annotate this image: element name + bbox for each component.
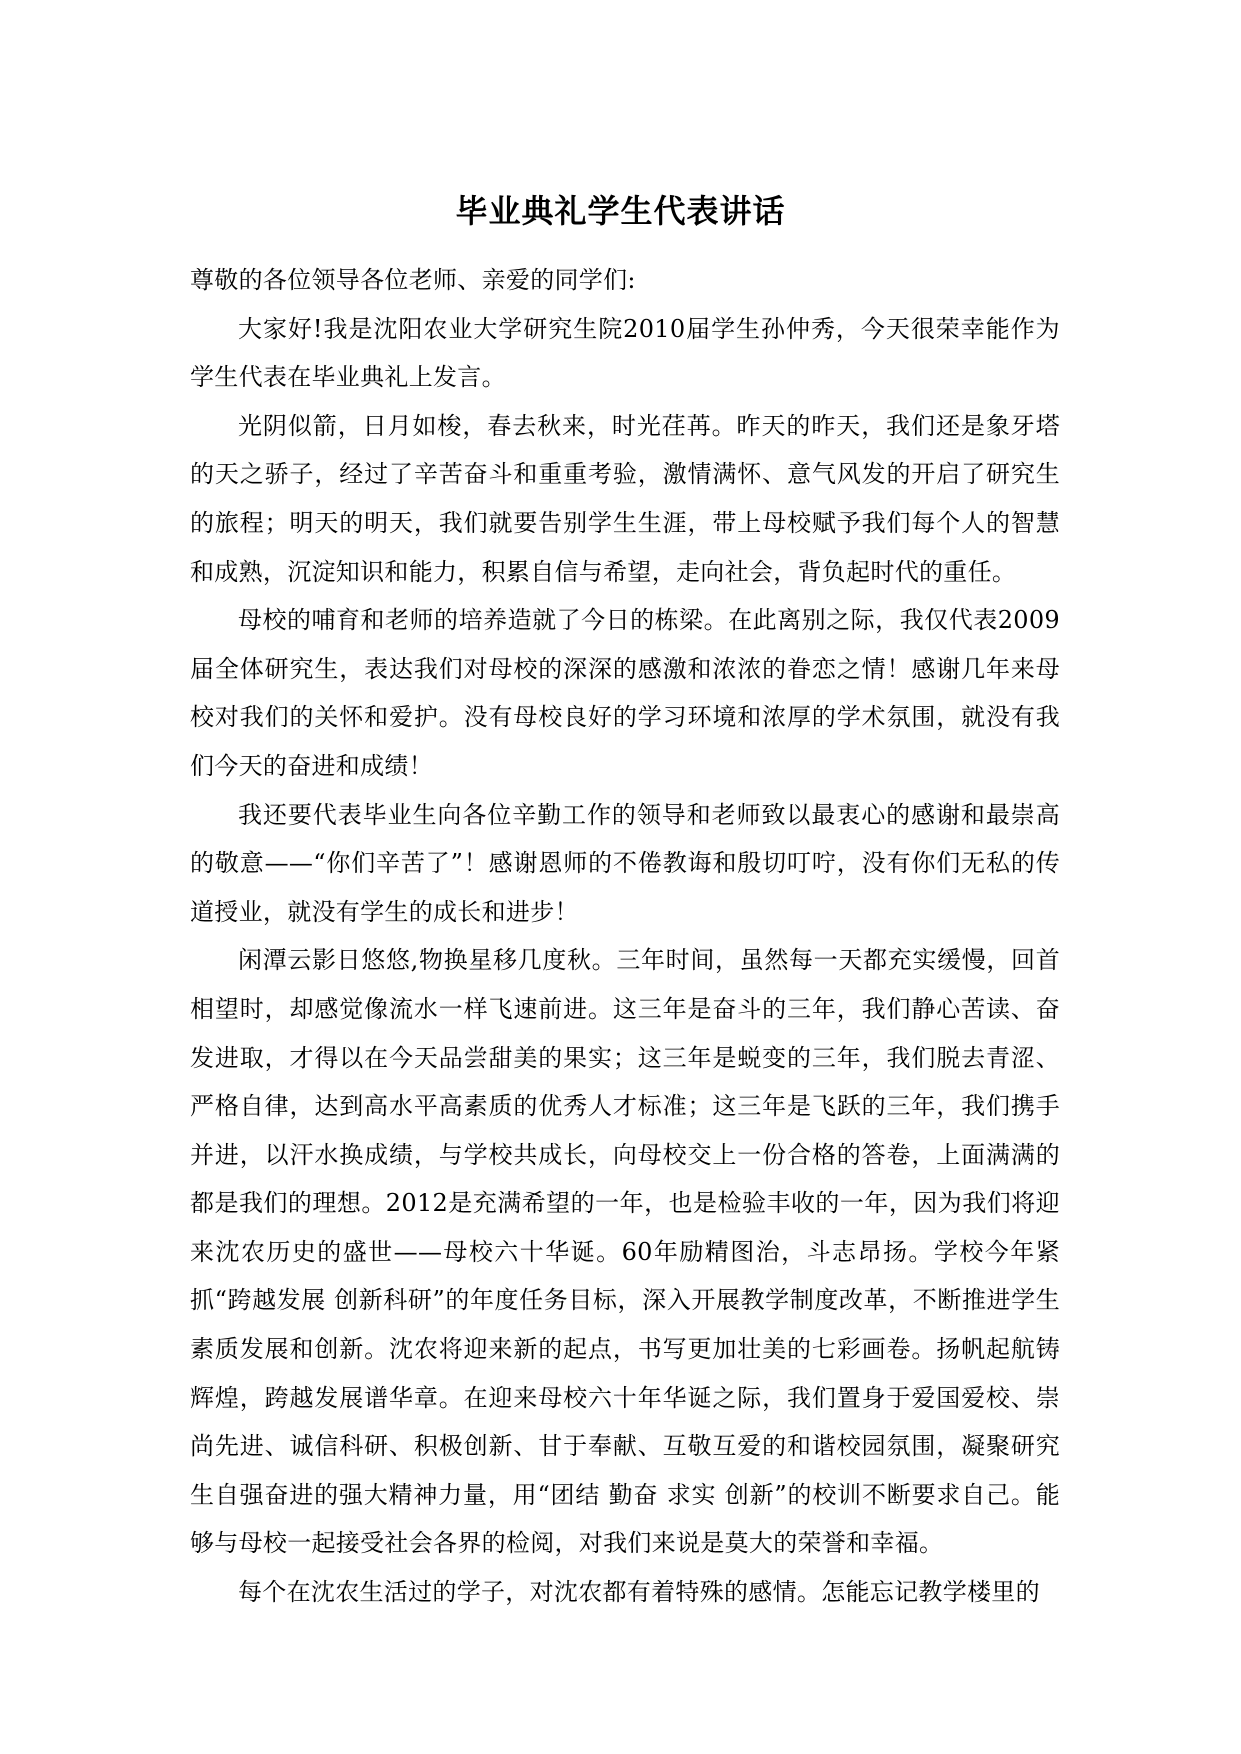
paragraph-time-passing: 光阴似箭，日月如梭，春去秋来，时光荏苒。昨天的昨天，我们还是象牙塔的天之骄子，经过了辛苦奋斗和重重考验，激情满怀、意气风发的开启了研究生的旅程；明天的明天，我们就要告别学生生涯，带上母校赋予我们每个人的智慧和成熟，沉淀知识和能力，积累自信与希望，走向社会，背负起时代的重任。 <box>190 411 1060 586</box>
paragraph-greeting: 大家好!我是沈阳农业大学研究生院2010届学生孙仲秀，今天很荣幸能作为学生代表在毕业典礼上发言。 <box>190 314 1060 392</box>
document-body <box>190 256 1060 1617</box>
document-title: 毕业典礼学生代表讲话 <box>455 192 786 230</box>
paragraph-memories: 每个在沈农生活过的学子，对沈农都有着特殊的感情。怎能忘记教学楼里的 <box>238 1578 1040 1607</box>
paragraph-gratitude-teachers: 我还要代表毕业生向各位辛勤工作的领导和老师致以最衷心的感谢和最崇高的敬意——“你们辛苦了”！感谢恩师的不倦教诲和殷切叮咛，没有你们无私的传道授业，就没有学生的成长和进步！ <box>190 800 1060 926</box>
paragraph-gratitude-school: 母校的哺育和老师的培养造就了今日的栋梁。在此离别之际，我仅代表2009届全体研究生，表达我们对母校的深深的感激和浓浓的眷恋之情！感谢几年来母校对我们的关怀和爱护。没有母校良好的学习环境和浓厚的学术氛围，就没有我们今天的奋进和成绩！ <box>190 606 1060 780</box>
salutation: 尊敬的各位领导各位老师、亲爱的同学们: <box>190 266 636 294</box>
paragraph-three-years: 闲潭云影日悠悠,物换星移几度秋。三年时间，虽然每一天都充实缓慢，回首相望时，却感觉像流水一样飞速前进。这三年是奋斗的三年，我们静心苦读、奋发进取，才得以在今天品尝甜美的果实；这三年是蜕变的三年，我们脱去青涩、严格自律，达到高水平高素质的优秀人才标准；这三年是飞跃的三年，我们携手并进，以汗水换成绩，与学校共成长，向母校交上一份合格的答卷，上面满满的都是我们的理想。2012是充满希望的一年，也是检验丰收的一年，因为我们将迎来沈农历史的盛世——母校六十华诞。60年励精图治，斗志昂扬。学校今年紧抓“跨越发展 创新科研”的年度任务目标，深入开展教学制度改革，不断推进学生素质发展和创新。沈农将迎来新的起点，书写更加壮美的七彩画卷。扬帆起航铸辉煌，跨越发展谱华章。在迎来母校六十年华诞之际，我们置身于爱国爱校、崇尚先进、诚信科研、积极创新、甘于奉献、互敬互爱的和谐校园氛围，凝聚研究生自强奋进的强大精神力量，用“团结 勤奋 求实 创新”的校训不断要求自己。能够与母校一起接受社会各界的检阅，对我们来说是莫大的荣誉和幸福。 <box>190 946 1060 1558</box>
